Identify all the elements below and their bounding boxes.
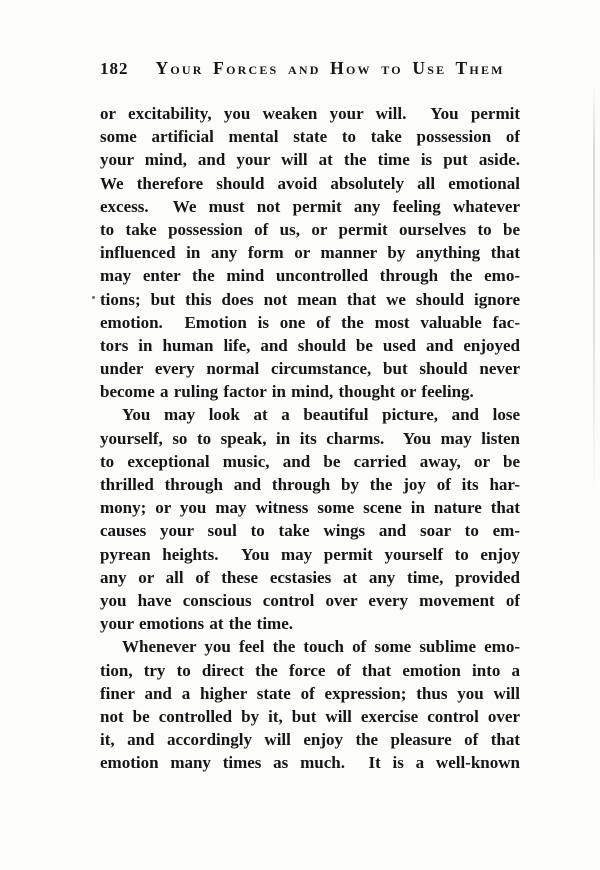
text-line: Whenever you feel the touch of some sublime emo- [122,637,520,657]
text-line: it, and accordingly will enjoy the pleasure of that [100,730,520,750]
text-line: causes your soul to take wings and soar to em- [100,521,520,541]
paragraph-3 [100,635,520,774]
text-line: may enter the mind uncontrolled through the emo- [100,266,520,286]
text-line: emotion. Emotion is one of the most valuable fac- [100,312,520,332]
text-line: your mind, and your will at the time is put aside. [100,150,520,170]
text-line: mony; or you may witness some scene in nature that [100,498,520,518]
body-text-block [100,102,520,774]
text-line: to take possession of us, or permit ourselves to be [100,219,520,239]
text-line: tions; but this does not mean that we should ignore [100,289,520,309]
text-line: finer and a higher state of expression; thus you will [100,683,520,703]
text-line: or excitability, you weaken your will. You permit [100,104,520,123]
running-head [100,58,520,79]
paragraph-2 [100,403,520,635]
text-line: under every normal circumstance, but should never [100,359,520,379]
text-line: to exceptional music, and be carried away, or be [100,451,520,471]
page-edge-shadow [593,86,595,496]
text-line: emotion many times as much. It is a well-known [100,753,520,773]
paragraph-1 [100,102,520,403]
text-line: become a ruling factor in mind, thought or feeling. [100,382,474,402]
text-line: you have conscious control over every movement of [100,590,520,610]
text-line: some artificial mental state to take possession of [100,127,520,147]
text-line: We therefore should avoid absolutely all emotional [100,173,520,193]
text-line: any or all of these ecstasies at any time, provided [100,567,520,587]
text-line: You may look at a beautiful picture, and lose [122,405,520,425]
page-number: 182 [100,59,129,78]
text-line: influenced in any form or manner by anything that [100,243,520,263]
text-line: yourself, so to speak, in its charms. You may listen [100,428,520,448]
text-line: tion, try to direct the force of that emotion into a [100,660,520,680]
text-line: tors in human life, and should be used and enjoyed [100,335,520,355]
text-line: thrilled through and through by the joy of its har- [100,475,520,494]
text-line: pyrean heights. You may permit yourself to enjoy [100,544,520,564]
scan-speck-artifact [92,296,95,299]
text-line: your emotions at the time. [100,614,294,634]
text-line: not be controlled by it, but will exercise control over [100,706,520,726]
text-line: excess. We must not permit any feeling whatever [100,196,520,216]
running-title: Your Forces and How to Use Them [155,58,505,78]
